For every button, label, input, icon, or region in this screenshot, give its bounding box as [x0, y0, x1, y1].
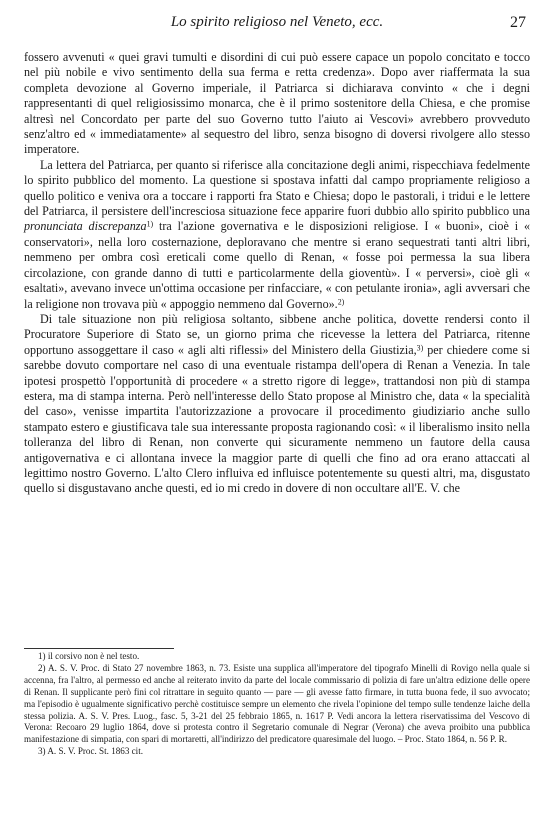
page-number: 27: [510, 14, 526, 31]
footnote-divider: [24, 648, 174, 649]
paragraph-3-part-b: per chiedere come si sarebbe dovuto comportare nel caso di una eventuale ristampa dell'opera di Renan a Venezia. In tale ipotesi prospettò l'opportunità di procedere « a stretto rigore di legge», trattandosi non più di stampa estera, ma di stampa interna. Però nell'interesse dello Stato propose al Ministro che, data « la specialità del caso», venisse impartita l'autorizzazione a provocare il procedimento giudiziario anche sullo stampato estero e giustificava tale sua interessante proposta ragionando così: « il liberalismo insito nella tolleranza del libro di Renan, non converte qui sicuramente nemmeno un fautore della causa antigovernativa e ci allontana invece la maggior parte di quelli che fino ad ora erano attaccati al legittimo nostro Governo. L'alto Clero influiva ed influisce potentemente su questi altri, ma, disgustato quello si disgustavano anche questi, ed io mi credo in dovere di non occultare all'E. V. che: [24, 342, 530, 496]
paragraph-1: fossero avvenuti « quei gravi tumulti e disordini di cui può essere capace un popolo concitato e tocco nel più nobile e vivo sentimento della sua ferma e retta credenza». Dopo aver riaffermata la sua completa devozione al Governo imperiale, il Patriarca si dichiarava convinto « che i degni rappresentanti di quel religiosissimo monarca, che è il primo sostenitore della Chiesa, e che promise altresì nel Concordato per parte del suo Governo tutto l'aiuto ai Vescovi» avrebbero provveduto senz'altro ed « immediatamente» al sequestro del libro, senza bisogno di doversi rivolgere allo stesso imperatore.: [24, 50, 530, 157]
footnote-1: 1) il corsivo non è nel testo.: [38, 651, 140, 661]
body-text: [24, 50, 530, 497]
footnote-ref-2: 2): [337, 296, 345, 306]
footnotes: [24, 651, 530, 758]
paragraph-2-part-a: La lettera del Patriarca, per quanto si riferisce alla concitazione degli animi, rispecchiava fedelmente lo spirito pubblico del momento. La questione si spostava infatti dal campo propriamente religioso a quello politico e veniva ora a toccare i rapporti fra Stato e Chiesa; dopo le pastorali, i tridui e le lettere del Patriarca, il persistere dell'incresciosa situazione fece apparire fuori dubbio allo spirito pubblico una: [24, 157, 530, 219]
footnote-ref-1: 1): [146, 219, 154, 229]
italic-phrase: pronunciata discrepanza: [24, 219, 147, 234]
paragraph-2-part-b: tra l'azione governativa e le disposizioni religiose. I « buoni», cioè i « conservatori», nella loro costernazione, deploravano che mentre si erano sequestrati tanti altri libri, nemmeno per ombra così ereticali come quello di Renan, « fosse poi permessa la sua libera circolazione, con grande danno di tutti e particolarmente della gioventù». I « perversi», cioè gli « esaltati», avevano invece un'ottima occasione per rinfacciare, « con petulante ironia», agli avversari che la religione non trovava più « appoggio nemmeno dal Governo».: [24, 219, 530, 311]
paragraph-3: [24, 312, 530, 497]
paragraph-2: [24, 158, 530, 312]
footnote-2: 2) A. S. V. Proc. di Stato 27 novembre 1863, n. 73. Esiste una supplica all'imperatore del tipografo Minelli di Rovigo nella quale si accenna, fra l'altro, al permesso ed anche al reiterato invito da parte del locale commissario di polizia di fare un'altra edizione delle opere di Renan. Il supplicante però fini col ritrattare in seguito quanto — pare — gli avesse fatto firmare, in tutta buona fede, il suo avvocato; ma l'episodio è ugualmente significativo perchè costituisce sempre un elemento che rivela l'opinione del tempo sulle tendenze laiche della stessa polizia. A. S. V. Pres. Luog., fasc. 5, 3-21 del 25 febbraio 1865, n. 1617 P. Vedi ancora la lettera riservatissima del Vescovo di Verona: Recoaro 29 luglio 1864, dove si protesta contro il Segretario comunale di Negrar (Verona) che aveva proibito una pubblica manifestazione di simpatia, con spari di mortaretti, all'indirizzo del predicatore quaresimale del luogo. – Proc. Stato 1864, n. 56 P. R.: [24, 662, 530, 745]
footnote-ref-3: 3): [416, 343, 424, 353]
footnote-3: 3) A. S. V. Proc. St. 1863 cit.: [38, 746, 144, 757]
running-head: [28, 14, 526, 34]
running-title: Lo spirito religioso nel Veneto, ecc.: [170, 14, 384, 30]
paragraph-3-part-a: Di tale situazione non più religiosa soltanto, sibbene anche politica, dovette rendersi conto il Procuratore Superiore di Stato se, un giorno prima che ricevesse la lettera del Patriarca, ritenne opportuno assoggettare il caso « agli alti riflessi» del Ministero della Giustizia,: [24, 311, 530, 357]
